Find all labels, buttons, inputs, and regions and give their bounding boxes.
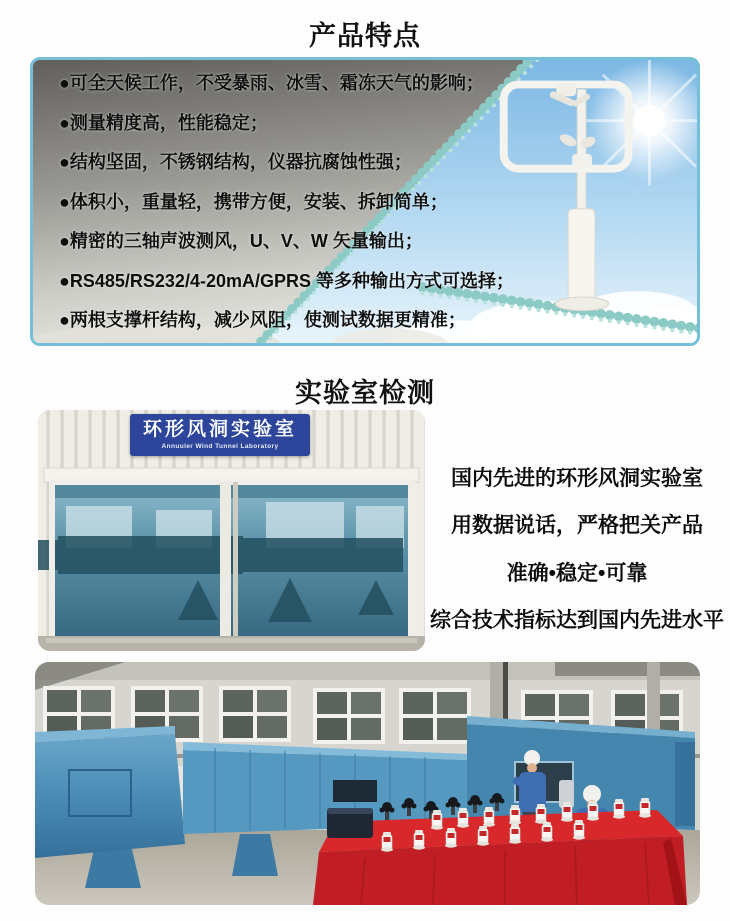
feature-item: ●精密的三轴声波测风，U、V、W 矢量输出； <box>59 231 423 252</box>
lab-sign-chinese: 环形风洞实验室 <box>142 419 297 441</box>
feature-item: ●可全天候工作，不受暴雨、冰雪、霜冻天气的影响； <box>59 73 484 93</box>
feature-item: ●测量精度高，性能稳定； <box>59 112 268 133</box>
feature-item: ●结构坚固，不锈钢结构，仪器抗腐蚀性强； <box>59 152 412 173</box>
feature-box <box>30 57 700 346</box>
lab-text-line: 准确•稳定•可靠 <box>506 561 648 585</box>
section-title: 实验室检测 <box>295 378 435 408</box>
feature-item: ●两根支撑杆结构，减少风阻，使测试数据更精准； <box>59 310 466 331</box>
feature-item: ●体积小，重量轻，携带方便，安装、拆卸简单； <box>59 191 448 212</box>
lab-text-line: 综合技术指标达到国内先进水平 <box>430 608 724 632</box>
wind-tunnel-illustration <box>35 662 700 905</box>
lab-text-line: 用数据说话，严格把关产品 <box>451 514 703 538</box>
lab-sign-english: Annuuler Wind Tunnel Laboratory <box>161 442 279 450</box>
feature-list <box>33 60 697 343</box>
wind-tunnel-photo <box>35 662 700 905</box>
lab-photo <box>38 410 425 651</box>
page-title: 产品特点 <box>309 21 421 51</box>
feature-item: ●RS485/RS232/4-20mA/GPRS 等多种输出方式可选择； <box>59 270 514 291</box>
lab-sign <box>130 414 310 456</box>
lab-text-block <box>426 462 728 634</box>
lab-text-line: 国内先进的环形风洞实验室 <box>451 467 703 490</box>
